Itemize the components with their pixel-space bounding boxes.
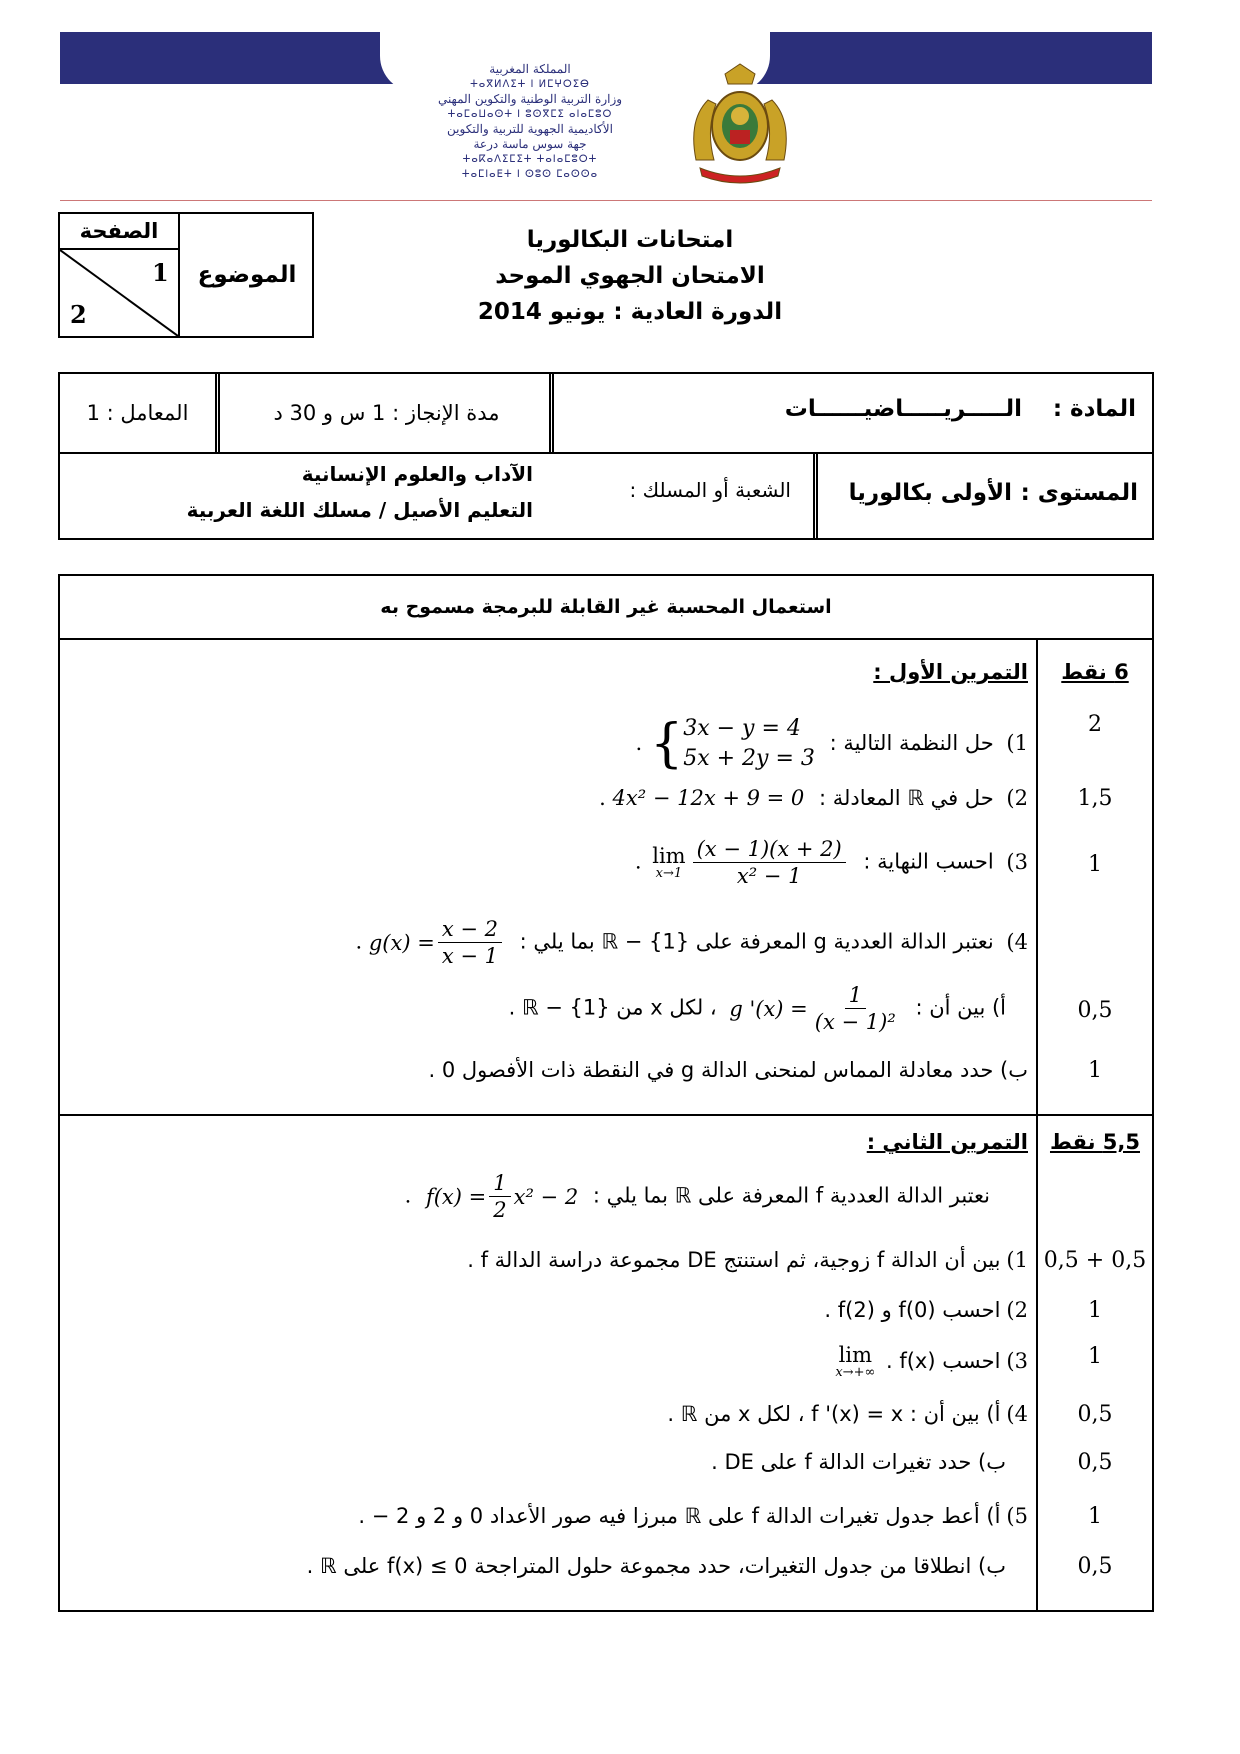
ex1-q4b-pts: 1 <box>1088 1058 1102 1083</box>
ministry-line: وزارة التربية الوطنية والتكوين المهني <box>437 92 623 106</box>
ex2-intro-rhs: x² − 2 <box>513 1184 579 1209</box>
level-key: المستوى : <box>1020 480 1138 506</box>
ex2-q5b-pts: 0,5 <box>1077 1554 1113 1579</box>
ex2-q4b: ب) حدد تغيرات الدالة f على DE . <box>711 1450 1006 1474</box>
ex2-intro: نعتبر الدالة العددية f المعرفة على ℝ بما يلي : f(x) = $\frac{1}{2}$ x² − 2 . <box>404 1171 990 1222</box>
ministry-line: ⵜⴰⴽⴰⴷⵉⵎⵉⵜ ⵜⴰⵏⴰⵎⵓⵔⵜ <box>462 154 598 165</box>
ex1-q4b: ب) حدد معادلة المماس لمنحنى الدالة g في النقطة ذات الأفصول 0 . <box>428 1058 1028 1082</box>
duration-cell: مدة الإنجاز : 1 س و 30 د <box>224 374 554 452</box>
ex1-q1-eq2: 5x + 2y = 3 <box>683 746 815 771</box>
title-line: الدورة العادية : يونيو 2014 <box>477 299 783 325</box>
ministry-line: الأكاديمية الجهوية للتربية والتكوين <box>447 122 613 136</box>
ex1-q1-text: حل النظمة التالية : <box>829 731 994 755</box>
page-total: 2 <box>70 300 87 329</box>
coef-cell: المعامل : 1 <box>60 374 220 452</box>
title-line: الامتحان الجهوي الموحد <box>495 263 765 289</box>
ex1-q4a: أ) بين أن : g '(x) = $\frac{1}{\text{(x − 1)²}}$ ، لكل x من ℝ − {1} . <box>508 983 1006 1034</box>
ex2-q1-text: بين أن الدالة f زوجية، ثم استنتج DE مجموعة دراسة الدالة f . <box>467 1248 1001 1272</box>
info-table <box>58 372 1154 540</box>
ex2-q5b: ب) انطلاقا من جدول التغيرات، حدد مجموعة حلول المتراجحة f(x) ≤ 0 على ℝ . <box>306 1554 1006 1578</box>
ex1-q3-den: x² − 1 <box>736 864 802 888</box>
ex2-title: التمرين الثاني : <box>866 1130 1028 1154</box>
subject-value: الـــــريـــــاضيــــــات <box>784 396 1022 422</box>
ex1-q3-pts: 1 <box>1088 852 1102 877</box>
ministry-line: جهة سوس ماسة درعة <box>473 137 587 151</box>
exercise-divider <box>60 1114 1152 1116</box>
ex1-q4-num: x − 2 <box>438 916 502 943</box>
page-box <box>58 212 314 338</box>
ex2-q5a: 5)أ) أعط جدول تغيرات الدالة f على ℝ مبرزا فيه صور الأعداد 0 و 2 و 2 − . <box>358 1504 1028 1528</box>
ministry-block <box>390 62 670 182</box>
ministry-line: ⵜⴰⴳⵍⴷⵉⵜ ⵏ ⵍⵎⵖⵔⵉⴱ <box>470 79 590 90</box>
branch-cell <box>60 454 818 538</box>
ex1-q2-text: حل في ℝ المعادلة : <box>818 786 994 810</box>
ex2-q2-pts: 1 <box>1088 1298 1102 1323</box>
title-line: امتحانات البكالوريا <box>526 227 734 253</box>
ex2-q3-pts: 1 <box>1088 1344 1102 1369</box>
ex2-intro-text: نعتبر الدالة العددية f المعرفة على ℝ بما يلي : <box>592 1183 990 1208</box>
ex1-q2-eq: 4x² − 12x + 9 = 0 <box>612 786 805 810</box>
ex1-q2: 2) حل في ℝ المعادلة : 4x² − 12x + 9 = 0 . <box>599 786 1028 810</box>
ex2-q4a: 4)أ) بين أن : f '(x) = x ، لكل x من ℝ . <box>667 1402 1028 1426</box>
level-value: الأولى بكالوريا <box>848 480 1012 506</box>
subject-label: الموضوع <box>197 262 297 288</box>
ex1-points: 6 نقط <box>1061 660 1129 684</box>
subject-key: المادة : <box>1052 396 1136 422</box>
ex1-q4-text: نعتبر الدالة العددية g المعرفة على ℝ − {1} بما يلي : <box>519 929 994 954</box>
level-cell <box>822 454 1152 538</box>
ex2-q5a-text: أ) أعط جدول تغيرات الدالة f على ℝ مبرزا فيه صور الأعداد 0 و 2 و 2 − . <box>358 1504 1001 1528</box>
page-counter <box>60 214 180 336</box>
ex2-q1: 1)بين أن الدالة f زوجية، ثم استنتج DE مجموعة دراسة الدالة f . <box>467 1248 1028 1272</box>
ex2-q4b-pts: 0,5 <box>1077 1450 1113 1475</box>
ex1-q4a-pts: 0,5 <box>1077 998 1113 1023</box>
ex2-q1-pts: 0,5 + 0,5 <box>1043 1248 1147 1273</box>
ex2-q4a-text: أ) بين أن : f '(x) = x ، لكل x من ℝ . <box>667 1402 1001 1426</box>
branch-label: الشعبة أو المسلك : <box>629 478 791 502</box>
ex2-intro-num: 1 <box>489 1170 510 1197</box>
ex1-q1: 1) حل النظمة التالية : { 3x − y = 4 5x + 2y = 3 . <box>635 714 1028 774</box>
page-label: الصفحة <box>60 214 178 250</box>
ex1-q4a-den: (x − 1)² <box>814 1010 896 1034</box>
ex1-q3-text: احسب النهاية : <box>863 849 994 874</box>
ministry-line: المملكة المغربية <box>489 62 571 76</box>
page-current: 1 <box>152 258 169 287</box>
ex1-q4-den: x − 1 <box>441 944 498 968</box>
ex2-q2-text: احسب f(0) و f(2) . <box>824 1298 1001 1322</box>
header-rule <box>60 200 1152 201</box>
ex2-q2: 2)احسب f(0) و f(2) . <box>824 1298 1028 1322</box>
branch-line2: التعليم الأصيل / مسلك اللغة العربية <box>186 498 533 522</box>
ex1-q4a-text: أ) بين أن : <box>915 995 1006 1020</box>
ex2-points: 5,5 نقط <box>1049 1130 1140 1154</box>
coat-of-arms-icon <box>680 60 800 190</box>
calculator-notice: استعمال المحسبة غير القابلة للبرمجة مسموح به <box>60 576 1152 640</box>
ex2-q3-lim: x→+∞ <box>835 1365 876 1380</box>
ex1-q3-lim: x→1 <box>655 865 683 881</box>
ex2-q4a-pts: 0,5 <box>1077 1402 1113 1427</box>
ex2-intro-den: 2 <box>493 1198 507 1222</box>
ex2-q3: 3)احسب f(x) . lim x→+∞ <box>835 1343 1028 1380</box>
ex2-q5a-pts: 1 <box>1088 1504 1102 1529</box>
ex1-q4: 4) نعتبر الدالة العددية g المعرفة على ℝ − {1} بما يلي : g(x) = $\frac{x - 2}{x - 1}$ . <box>355 917 1028 968</box>
exam-title <box>420 222 840 330</box>
ex1-q3: 3) احسب النهاية : lim x→1 $\frac{(x - 1)(x + 2)}{\text{x² − 1}}$ . <box>634 837 1028 888</box>
ex1-q1-eq1: 3x − y = 4 <box>683 716 801 741</box>
branch-line1: الآداب والعلوم الإنسانية <box>301 462 533 486</box>
ex1-q2-pts: 1,5 <box>1077 786 1113 811</box>
ex2-q3-text: احسب f(x) . <box>885 1349 1001 1373</box>
subject-cell <box>558 374 1152 452</box>
ex1-q4a-num: 1 <box>845 982 866 1009</box>
ex1-q3-num: (x − 1)(x + 2) <box>693 836 846 863</box>
ministry-line: ⵜⴰⵎⴰⵡⴰⵙⵜ ⵏ ⵓⵙⴳⵎⵉ ⴰⵏⴰⵎⵓⵔ <box>447 109 613 120</box>
ex1-q4a-tail: ، لكل x من ℝ − {1} . <box>508 995 717 1020</box>
ex1-title: التمرين الأول : <box>873 660 1028 684</box>
ministry-line: ⵜⴰⵎⵏⴰⴹⵜ ⵏ ⵙⵓⵙ ⵎⴰⵙⵙⴰ <box>461 169 599 180</box>
ex1-q1-pts: 2 <box>1088 712 1102 737</box>
points-column-divider <box>1036 640 1038 1610</box>
ex1-q1-system: { 3x − y = 4 5x + 2y = 3 <box>650 714 815 774</box>
